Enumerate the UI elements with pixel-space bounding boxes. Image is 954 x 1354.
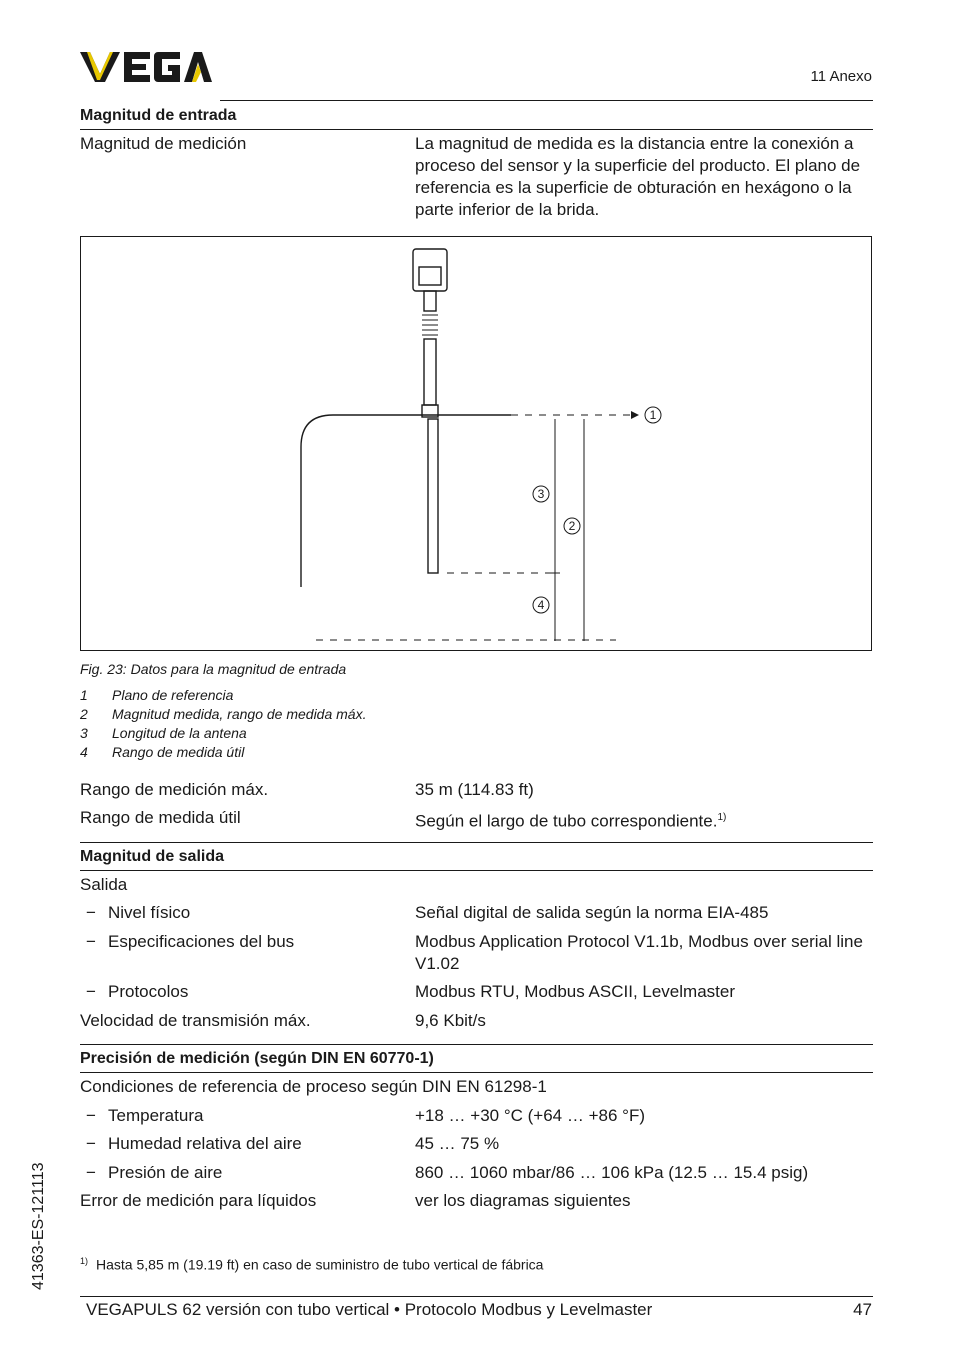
reference-arrow: [631, 411, 639, 419]
output-row-label: − Protocolos: [86, 982, 189, 1001]
marker-4: 4: [537, 598, 545, 612]
footer-title: VEGAPULS 62 versión con tubo vertical • Protocolo Modbus y Levelmaster: [86, 1300, 653, 1319]
section-title-output: Magnitud de salida: [80, 848, 225, 865]
footnote: $^{1)}$ Hasta 5,85 m (19.19 ft) en caso de suministro de tubo vertical de fábrica: [80, 1256, 544, 1273]
output-row-label: − Nivel físico: [86, 903, 191, 922]
section-title-input: Magnitud de entrada: [80, 107, 237, 124]
legend-item: 3 Longitud de la antena: [80, 725, 247, 741]
marker-2: 2: [568, 519, 576, 533]
accuracy-row-label: − Humedad relativa del aire: [86, 1134, 302, 1153]
range-max-value: 35 m (114.83 ft): [415, 780, 534, 799]
section-rule: [80, 1044, 873, 1045]
speed-value: 9,6 Kbit/s: [415, 1011, 486, 1030]
legend-item: 4 Rango de medida útil: [80, 744, 245, 760]
measured-value: La magnitud de medida es la distancia entre la conexión a proceso del sensor y la superficie del producto. El plano de referencia es la superficie de obturación en hexágono o la parte inferior de la brida.: [415, 134, 861, 219]
output-row-value: Señal digital de salida según la norma EIA-485: [415, 903, 769, 922]
legend-item: 2 Magnitud medida, rango de medida máx.: [80, 706, 367, 722]
figure-legend: [80, 686, 366, 762]
salida-label: Salida: [80, 875, 128, 894]
marker-1: 1: [649, 408, 657, 422]
output-row-label: − Especificaciones del bus: [86, 932, 295, 951]
accuracy-row-value: 860 … 1060 mbar/86 … 106 kPa (12.5 … 15.4 psig): [415, 1163, 809, 1182]
measured-label: Magnitud de medición: [80, 134, 247, 153]
accuracy-row-label: − Presión de aire: [86, 1163, 223, 1182]
marker-3: 3: [537, 487, 545, 501]
header-rule: [220, 100, 873, 101]
conditions-label: Condiciones de referencia de proceso según DIN EN 61298-1: [80, 1077, 547, 1096]
accuracy-row-value: +18 … +30 °C (+64 … +86 °F): [415, 1106, 645, 1125]
chapter-label: 11 Anexo: [810, 68, 872, 85]
range-max-label: Rango de medición máx.: [80, 780, 269, 799]
error-value: ver los diagramas siguientes: [415, 1191, 631, 1210]
range-useful-value: Según el largo de tubo correspondiente.$^{1)}$: [415, 811, 727, 831]
section-rule: [80, 870, 873, 871]
output-row-value: Modbus Application Protocol V1.1b, Modbus over serial line V1.02: [415, 932, 863, 973]
sensor-diagram: [81, 237, 871, 650]
page-number: 47: [853, 1300, 872, 1319]
document-code: 41363-ES-121113: [30, 1162, 47, 1290]
section-rule: [80, 129, 873, 130]
legend-item: 1 Plano de referencia: [80, 687, 234, 703]
range-useful-label: Rango de medida útil: [80, 808, 241, 827]
section-rule: [80, 1072, 873, 1073]
input-figure: [80, 236, 872, 651]
accuracy-row-value: 45 … 75 %: [415, 1134, 500, 1153]
section-rule: [80, 842, 873, 843]
vega-logo: [80, 50, 212, 84]
accuracy-row-label: − Temperatura: [86, 1106, 204, 1125]
footnote-ref: 1): [717, 812, 727, 823]
speed-label: Velocidad de transmisión máx.: [80, 1011, 311, 1030]
figure-caption: Fig. 23: Datos para la magnitud de entrada: [80, 661, 347, 677]
error-label: Error de medición para líquidos: [80, 1191, 317, 1210]
footer-rule: [80, 1296, 873, 1297]
section-title-accuracy: Precisión de medición (según DIN EN 60770-1): [80, 1050, 434, 1067]
output-row-value: Modbus RTU, Modbus ASCII, Levelmaster: [415, 982, 735, 1001]
